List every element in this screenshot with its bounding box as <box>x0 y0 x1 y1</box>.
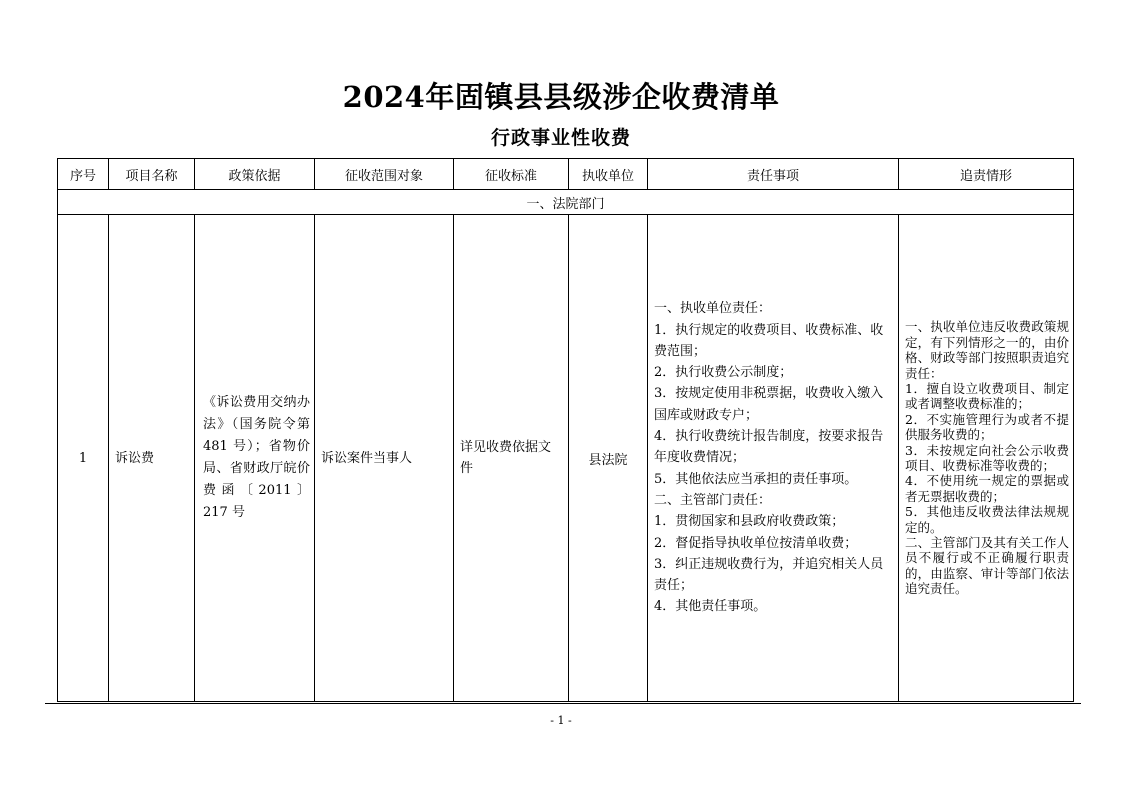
page-number: - 1 - <box>550 714 572 727</box>
header-no: 序号 <box>58 159 109 190</box>
responsibility-line: 5．其他依法应当承担的责任事项。 <box>654 471 858 487</box>
bottom-rule <box>45 703 1081 704</box>
accountability-line: 一、执收单位违反收费政策规定，有下列情形之一的，由价格、财政等部门按照职责追究责任： <box>905 319 1069 381</box>
header-responsibilities: 责任事项 <box>648 159 899 190</box>
cell-item-name: 诉讼费 <box>109 215 195 702</box>
responsibility-line: 1．执行规定的收费项目、收费标准、收费范围； <box>654 322 884 359</box>
responsibility-line: 二、主管部门责任： <box>654 492 772 508</box>
header-item-name: 项目名称 <box>109 159 195 190</box>
accountability-line: 5．其他违反收费法律法规规定的。 <box>905 504 1069 535</box>
cell-scope: 诉讼案件当事人 <box>315 215 454 702</box>
cell-collecting-unit: 县法院 <box>569 215 648 702</box>
accountability-line: 1．擅自设立收费项目、制定或者调整收费标准的； <box>905 380 1069 412</box>
accountability-line: 4．不使用统一规定的票据或者无票据收费的； <box>905 473 1069 504</box>
cell-responsibilities <box>648 215 899 702</box>
accountability-line: 二、主管部门及其有关工作人员不履行或不正确履行职责的，由监察、审计等部门依法追究责任。 <box>905 535 1069 597</box>
responsibility-line: 3．纠正违规收费行为，并追究相关人员责任； <box>654 556 884 594</box>
header-scope: 征收范围对象 <box>315 159 454 190</box>
responsibility-line: 2．执行收费公示制度； <box>654 365 793 381</box>
section-row <box>58 190 1074 215</box>
responsibility-line: 2．督促指导执收单位按清单收费； <box>654 535 858 551</box>
header-accountability: 追责情形 <box>899 159 1074 190</box>
responsibility-line: 4．执行收费统计报告制度，按要求报告年度收费情况； <box>654 429 884 466</box>
header-policy-basis: 政策依据 <box>195 159 315 190</box>
document-title: 2024年固镇县县级涉企收费清单 <box>342 80 780 114</box>
cell-standard: 详见收费依据文件 <box>454 215 569 702</box>
fee-table <box>57 158 1074 702</box>
table-header-row <box>58 159 1074 190</box>
responsibility-line: 4．其他责任事项。 <box>654 599 767 615</box>
responsibility-line: 1．贯彻国家和县政府收费政策； <box>654 514 845 530</box>
accountability-line: 2．不实施管理行为或者不提供服务收费的； <box>905 411 1069 443</box>
table-row <box>58 215 1074 702</box>
section-title: 一、法院部门 <box>58 190 1074 215</box>
responsibility-line: 3．按规定使用非税票据，收费收入缴入国库或财政专户； <box>654 386 884 423</box>
cell-no: 1 <box>58 215 109 702</box>
accountability-line: 3．未按规定向社会公示收费项目、收费标准等收费的； <box>905 442 1069 473</box>
header-standard: 征收标准 <box>454 159 569 190</box>
document-subtitle: 行政事业性收费 <box>490 127 631 149</box>
cell-accountability <box>899 215 1074 702</box>
header-collecting-unit: 执收单位 <box>569 159 648 190</box>
responsibility-line: 一、执收单位责任： <box>654 301 772 317</box>
cell-policy-basis: 《诉讼费用交纳办法》（国务院令第 481 号）；省物价局、省财政厅皖价费函〔2011〕217 号 <box>195 215 315 702</box>
